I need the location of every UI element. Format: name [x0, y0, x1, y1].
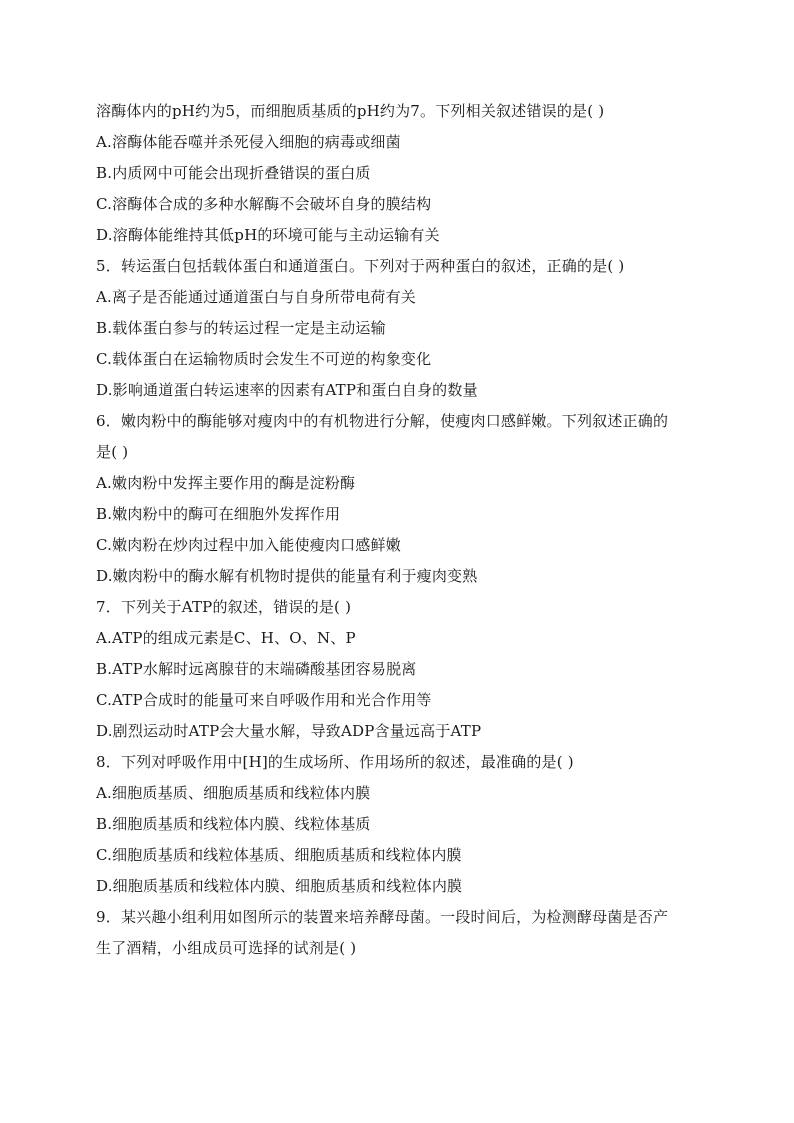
question-6-stem-continued: 是( ) [96, 443, 129, 461]
question-6-option-a: A.嫩肉粉中发挥主要作用的酶是淀粉酶 [96, 474, 356, 492]
question-8-option-c: C.细胞质基质和线粒体基质、细胞质基质和线粒体内膜 [96, 846, 462, 864]
question-4-option-b: B.内质网中可能会出现折叠错误的蛋白质 [96, 164, 371, 182]
question-5-option-d: D.影响通道蛋白转运速率的因素有ATP和蛋白自身的数量 [96, 381, 478, 399]
question-7-option-d: D.剧烈运动时ATP会大量水解，导致ADP含量远高于ATP [96, 722, 482, 740]
question-6-option-b: B.嫩肉粉中的酶可在细胞外发挥作用 [96, 505, 341, 523]
question-7-option-c: C.ATP合成时的能量可来自呼吸作用和光合作用等 [96, 691, 432, 709]
question-4-option-d: D.溶酶体能维持其低pH的环境可能与主动运输有关 [96, 226, 440, 244]
question-6-option-d: D.嫩肉粉中的酶水解有机物时提供的能量有利于瘦肉变熟 [96, 567, 478, 585]
question-4-option-a: A.溶酶体能吞噬并杀死侵入细胞的病毒或细菌 [96, 133, 401, 151]
question-8-option-b: B.细胞质基质和线粒体内膜、线粒体基质 [96, 815, 371, 833]
question-4-stem: 溶酶体内的pH约为5，而细胞质基质的pH约为7。下列相关叙述错误的是( ) [96, 102, 605, 120]
question-9-stem-continued: 生了酒精，小组成员可选择的试剂是( ) [96, 939, 357, 957]
question-6-option-c: C.嫩肉粉在炒肉过程中加入能使瘦肉口感鲜嫩 [96, 536, 401, 554]
document-page [96, 96, 706, 964]
question-5-option-b: B.载体蛋白参与的转运过程一定是主动运输 [96, 319, 386, 337]
question-5-option-c: C.载体蛋白在运输物质时会发生不可逆的构象变化 [96, 350, 432, 368]
question-5-stem: 5．转运蛋白包括载体蛋白和通道蛋白。下列对于两种蛋白的叙述，正确的是( ) [96, 257, 625, 275]
question-7-stem: 7．下列关于ATP的叙述，错误的是( ) [96, 598, 352, 616]
question-7-option-b: B.ATP水解时远离腺苷的末端磷酸基团容易脱离 [96, 660, 417, 678]
question-8-stem: 8．下列对呼吸作用中[H]的生成场所、作用场所的叙述，最准确的是( ) [96, 753, 574, 771]
question-9-stem: 9．某兴趣小组利用如图所示的装置来培养酵母菌。一段时间后，为检测酵母菌是否产 [96, 908, 669, 926]
question-7-option-a: A.ATP的组成元素是C、H、O、N、P [96, 629, 356, 647]
question-4-option-c: C.溶酶体合成的多种水解酶不会破坏自身的膜结构 [96, 195, 432, 213]
question-8-option-d: D.细胞质基质和线粒体内膜、细胞质基质和线粒体内膜 [96, 877, 463, 895]
question-5-option-a: A.离子是否能通过通道蛋白与自身所带电荷有关 [96, 288, 417, 306]
question-8-option-a: A.细胞质基质、细胞质基质和线粒体内膜 [96, 784, 371, 802]
question-6-stem: 6．嫩肉粉中的酶能够对瘦肉中的有机物进行分解，使瘦肉口感鲜嫩。下列叙述正确的 [96, 412, 669, 430]
